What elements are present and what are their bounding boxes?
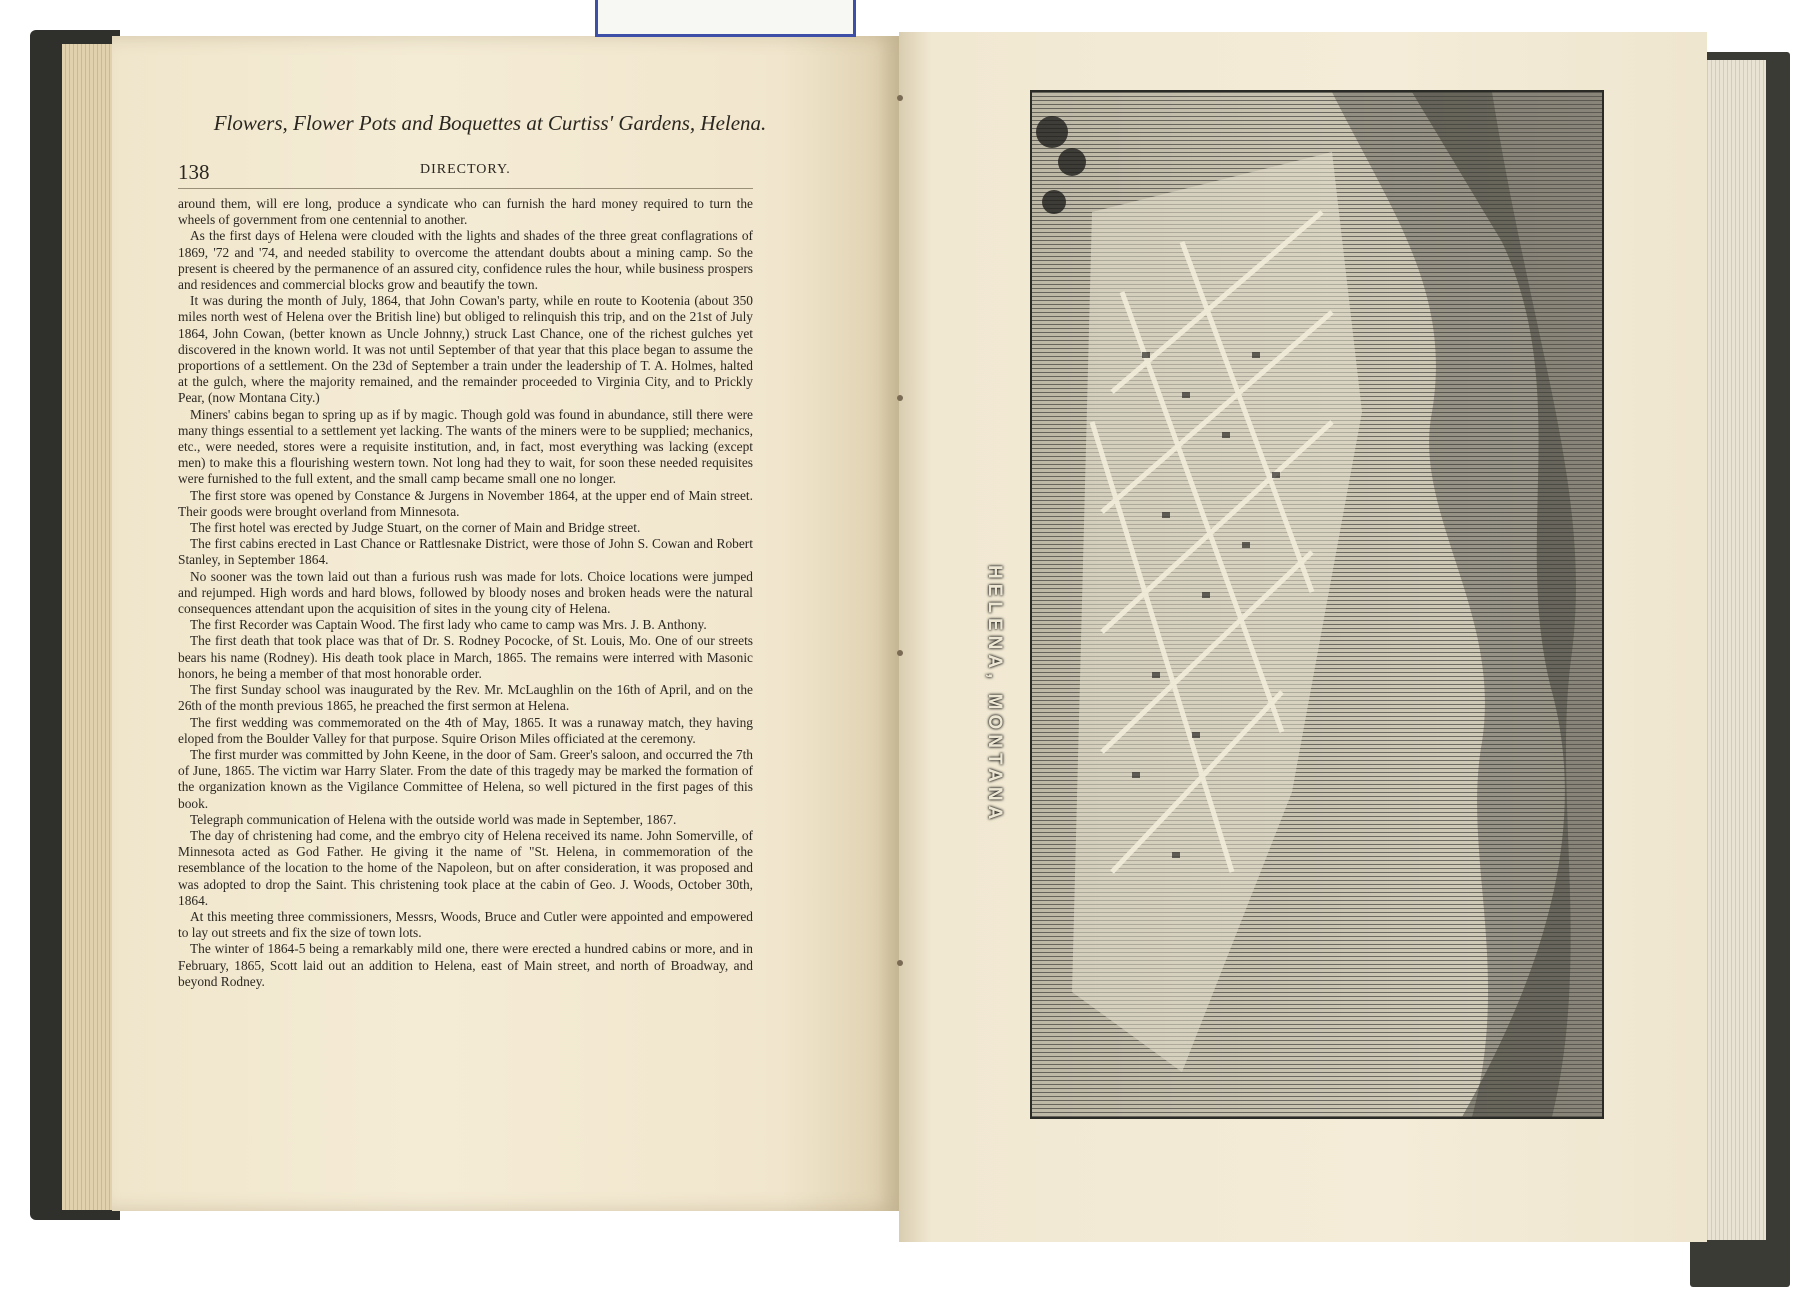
paragraph: Telegraph communication of Helena with the outside world was made in September, 1867. bbox=[190, 811, 677, 827]
running-head: DIRECTORY. bbox=[420, 162, 511, 177]
binding-stitch bbox=[897, 95, 903, 101]
paragraph: The winter of 1864-5 being a remarkably mild one, there were erected a hundred cabins or more, and in February, 1865, Scott laid out an addition to Helena, east of Main street, and north of Broadway, and beyond Rodney. bbox=[178, 941, 753, 989]
paragraph: No sooner was the town laid out than a furious rush was made for lots. Choice locations were jumped and rejumped. High words and hard blows, followed by bloody noses and broken heads were the natural consequences attendant upon the acquisition of sites in the young city of Helena. bbox=[178, 568, 753, 617]
helena-engraving bbox=[1030, 90, 1604, 1119]
binding-stitch bbox=[897, 395, 903, 401]
binding-stitch bbox=[897, 960, 903, 966]
paragraph: Miners' cabins began to spring up as if by magic. Though gold was found in abundance, still there were many things essential to a settlement yet lacking. The wants of the miners were to be supplied; mechanics, etc., were needed, stores were a requisite institution, and, in fact, most everything was lacking (except men) to make this a flourishing western town. Not long had they to wait, for soon these needed requisites were furnished to the full extent, and the small camp became small one no longer. bbox=[178, 406, 753, 487]
paragraph: It was during the month of July, 1864, that John Cowan's party, while en route to Kootenia (about 350 miles north west of Helena over the British line) but obliged to relinquish this trip, and on the 21st of July 1864, John Cowan, (better known as Uncle Johnny,) struck Last Chance, one of the richest gulches yet discovered in the known world. It was not until September of that year that this place began to assume the proportions of a settlement. On the 23d of September a train under the leadership of T. A. Holmes, halted at the gulch, where the majority remained, and the remainder proceeded to Virginia City, and to Prickly Pear, (now Montana City.) bbox=[178, 293, 753, 406]
header-rule bbox=[178, 188, 753, 189]
binding-stitch bbox=[897, 650, 903, 656]
paragraph: The first hotel was erected by Judge Stuart, on the corner of Main and Bridge street. bbox=[190, 520, 641, 536]
paragraph: The first Sunday school was inaugurated by the Rev. Mr. McLaughlin on the 16th of April, and on the 26th of the month previous 1865, he preached the first sermon at Helena. bbox=[178, 682, 753, 714]
paragraph: The first murder was committed by John Keene, in the door of Sam. Greer's saloon, and occurred the 7th of June, 1865. The victim war Harry Slater. From the date of this tragedy may be marked the formation of the organization known as the Vigilance Committee of Helena, so well pictured in the first pages of this book. bbox=[178, 746, 753, 811]
paragraph: The day of christening had come, and the embryo city of Helena received its name. John Somerville, of Minnesota acted as God Father. He giving it the name of "St. Helena, in commemoration of the resemblance of the location to the home of the Napoleon, but on after consideration, it was proposed and was adopted to drop the Saint. This christening took place at the cabin of Geo. J. Woods, October 30th, 1864. bbox=[178, 827, 753, 908]
paragraph: The first Recorder was Captain Wood. The first lady who came to camp was Mrs. J. B. Anthony. bbox=[190, 617, 707, 633]
paragraph: At this meeting three commissioners, Messrs, Woods, Bruce and Cutler were appointed and empowered to lay out streets and fix the size of town lots. bbox=[178, 908, 753, 941]
paragraph: As the first days of Helena were clouded with the lights and shades of the three great conflagrations of 1869, '72 and '74, and needed stability to overcome the attendant doubts about a mining camp. So the present is cheered by the permanence of an assured city, confidence rules the hour, while business prospers and residences and commercial blocks grow and beautify the town. bbox=[178, 228, 753, 293]
page-number: 138 bbox=[178, 160, 210, 184]
page-block-left bbox=[62, 44, 118, 1210]
paragraph: around them, will ere long, produce a syndicate who can furnish the hard money required to turn the wheels of government from one centennial to another. bbox=[178, 196, 753, 228]
page-header: Flowers, Flower Pots and Boquettes at Curtiss' Gardens, Helena. bbox=[213, 111, 767, 135]
body-text bbox=[178, 196, 753, 1106]
engraving-illustration bbox=[1032, 92, 1602, 1117]
paragraph: The first store was opened by Constance & Jurgens in November 1864, at the upper end of Main street. Their goods were brought overland from Minnesota. bbox=[178, 487, 753, 519]
engraving-title: HELENA, MONTANA bbox=[984, 565, 1005, 825]
paragraph: The first death that took place was that of Dr. S. Rodney Pococke, of St. Louis, Mo. One of our streets bears his name (Rodney). His death took place in March, 1865. The remains were interred with Masonic honors, he being a member of that most honorable order. bbox=[178, 633, 753, 681]
page-block-right bbox=[1700, 60, 1766, 1240]
paragraph: The first wedding was commemorated on the 4th of May, 1865. It was a runaway match, they having eloped from the Boulder Valley for that purpose. Squire Orison Miles officiated at the ceremony. bbox=[178, 714, 753, 746]
catalog-label bbox=[595, 0, 856, 37]
paragraph: The first cabins erected in Last Chance or Rattlesnake District, were those of John S. Cowan and Robert Stanley, in September 1864. bbox=[178, 536, 753, 568]
